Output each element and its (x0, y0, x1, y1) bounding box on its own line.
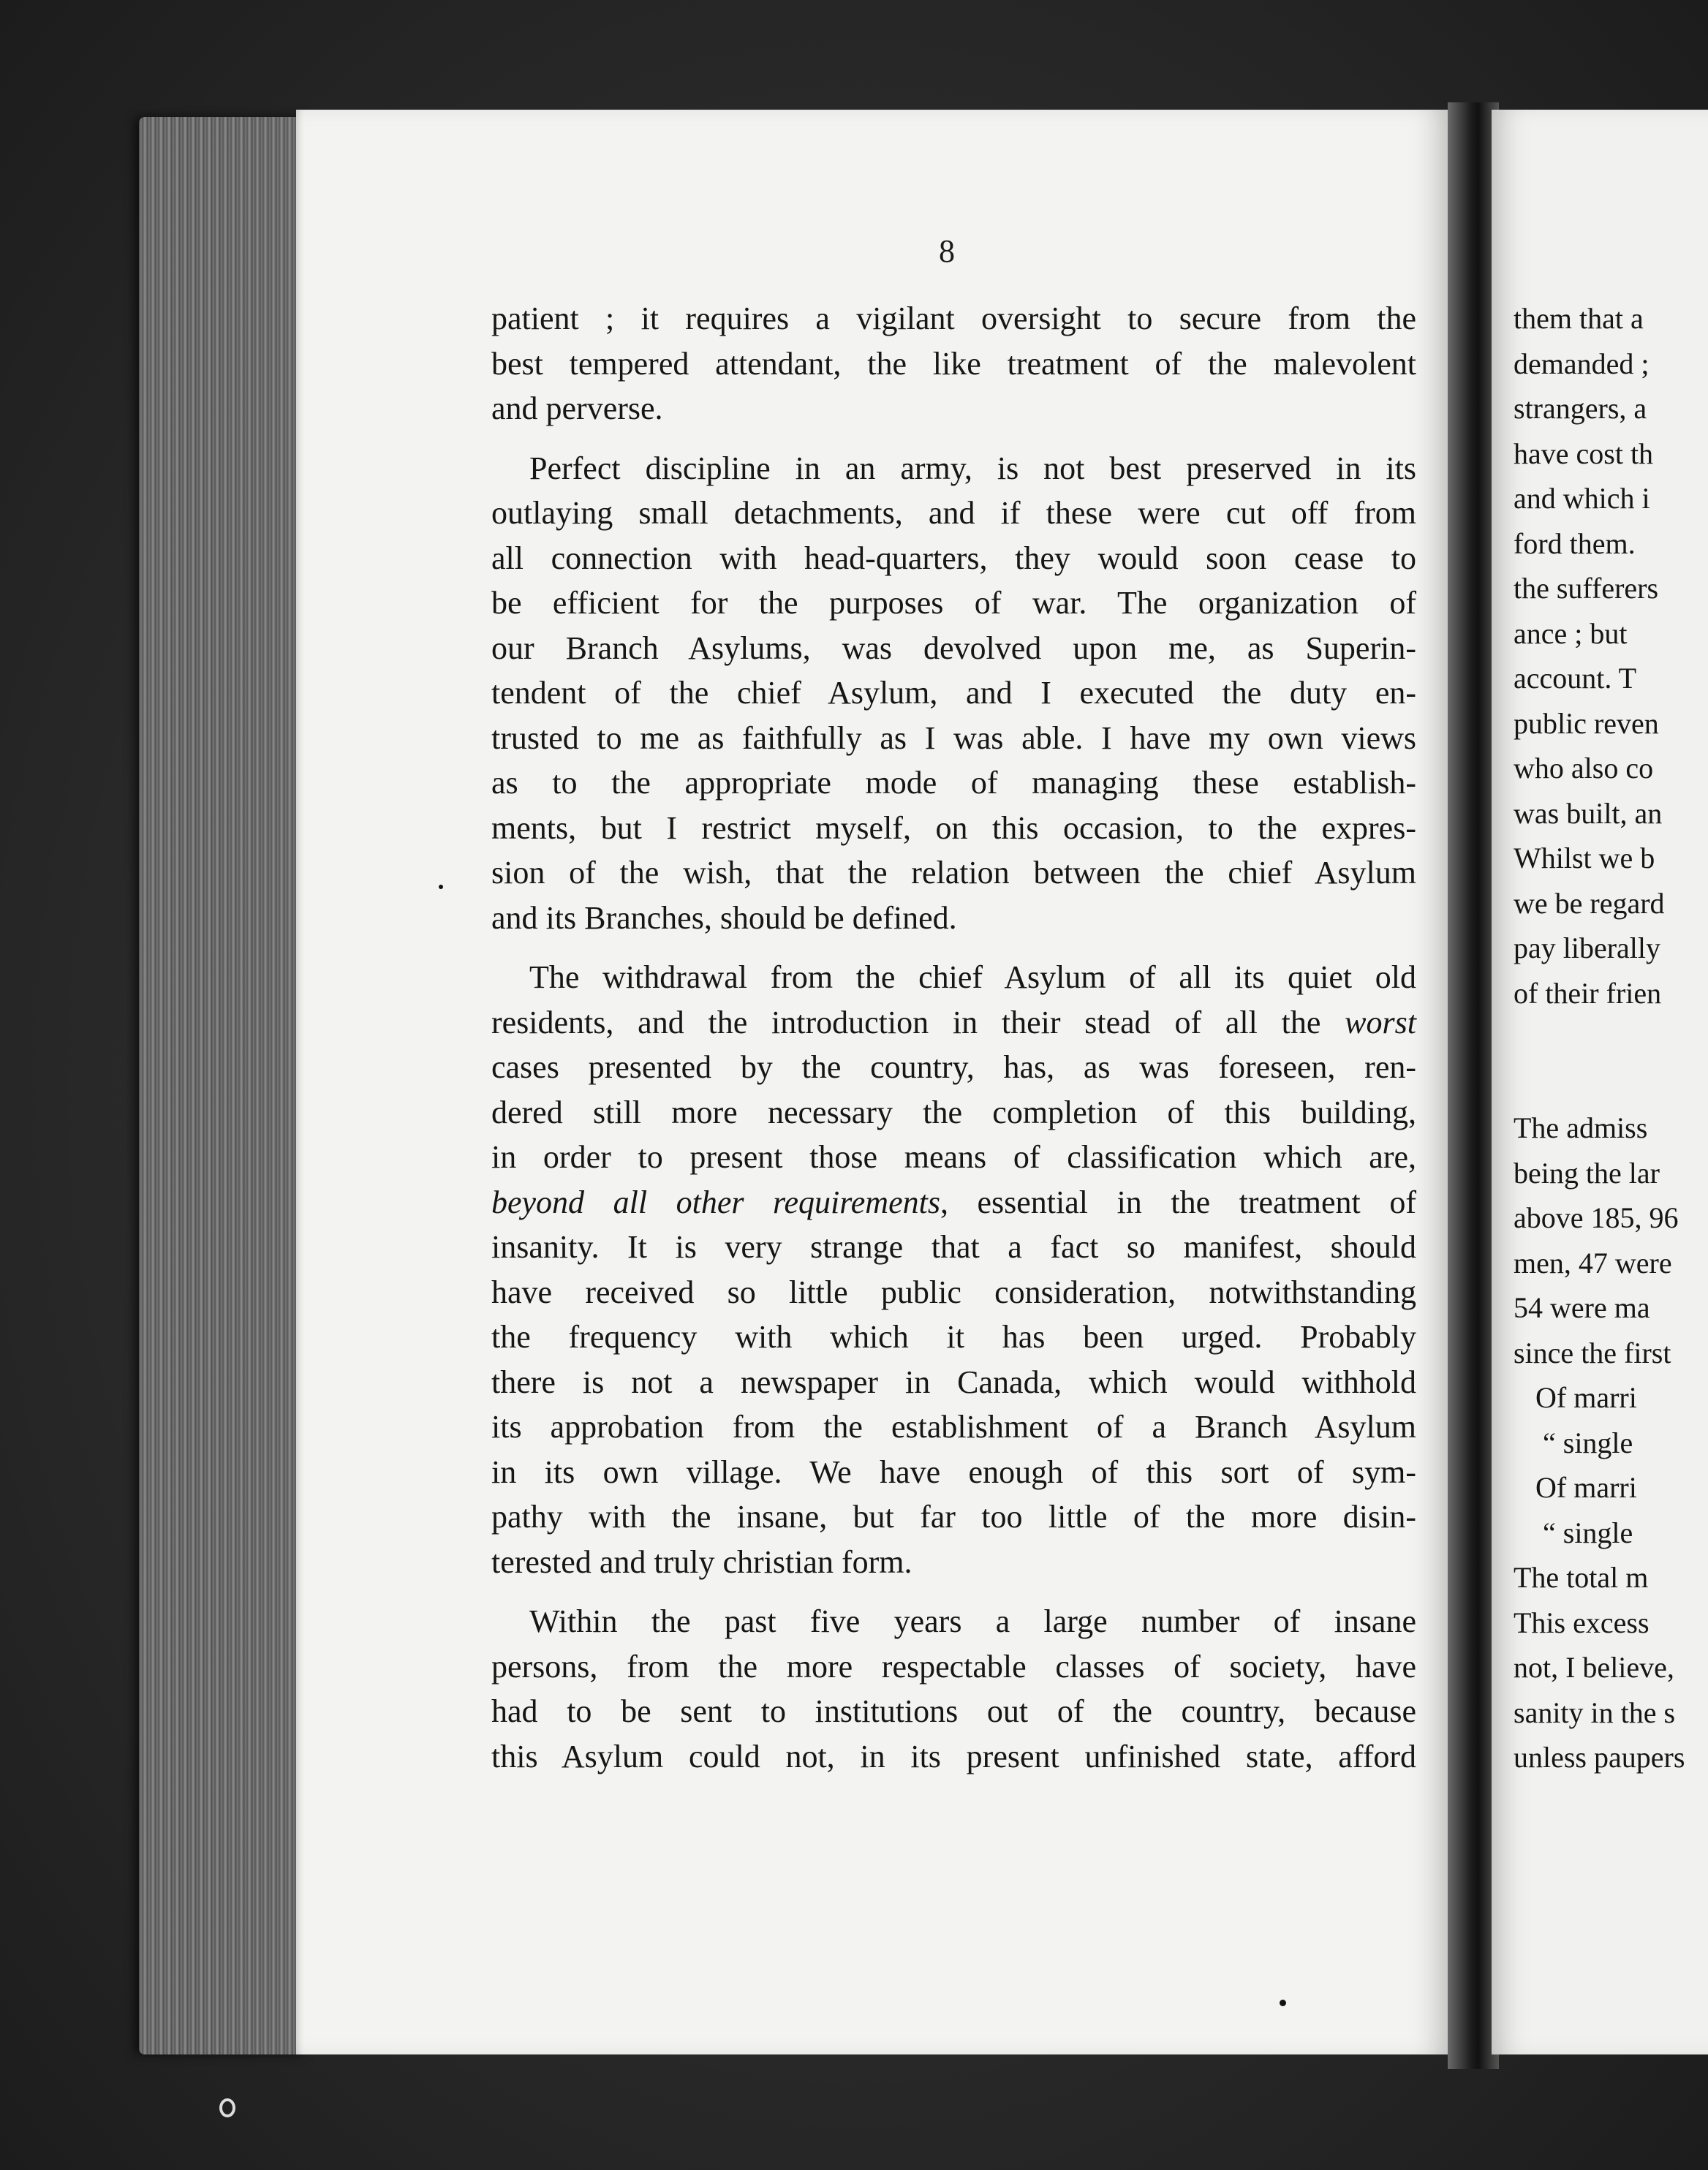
right-page-line: public reven (1514, 706, 1659, 740)
text-line: and perverse. (491, 390, 663, 426)
text-line: best tempered attendant, the like treatment of the malevolent (491, 345, 1416, 382)
right-page-line: of their frien (1514, 976, 1662, 1010)
text-line: terested and truly christian form. (491, 1543, 912, 1580)
right-page-line: and which i (1514, 482, 1650, 515)
right-page-line: account. T (1514, 662, 1637, 695)
paragraph-3 (491, 955, 1416, 1584)
page-number: 8 (939, 233, 955, 269)
right-page-line: not, I believe, (1514, 1651, 1674, 1684)
right-page-body (1514, 296, 1708, 1780)
italic-text: beyond all other requirements (491, 1184, 940, 1220)
right-page-line: was built, an (1514, 796, 1663, 830)
right-page-line: strangers, a (1514, 392, 1647, 425)
text-line: all connection with head-quarters, they would soon cease to (491, 540, 1416, 576)
text-line: The withdrawal from the chief Asylum of all its quiet old (529, 959, 1416, 995)
text-line (491, 1000, 1416, 1046)
right-page-line: unless paupers (1514, 1741, 1685, 1774)
text-line: its approbation from the establishment of a Branch Asylum (491, 1409, 1416, 1445)
right-page-line: ford them. (1514, 526, 1636, 560)
text-run: residents, and the introduction in their stead of all the (491, 1004, 1345, 1040)
right-page-line: Of marri (1535, 1381, 1637, 1414)
text-line: dered still more necessary the completion of this building, (491, 1094, 1416, 1130)
text-line: tendent of the chief Asylum, and I executed the duty en- (491, 675, 1416, 711)
text-line: outlaying small detachments, and if these were cut off from (491, 495, 1416, 531)
text-line: pathy with the insane, but far too little of the more disin- (491, 1499, 1416, 1535)
right-page-line: “ single (1543, 1516, 1633, 1549)
book-page-edges (139, 117, 307, 2054)
right-page-line: men, 47 were (1514, 1246, 1672, 1279)
right-page-line: the sufferers (1514, 572, 1659, 605)
text-line: cases presented by the country, has, as was foreseen, ren- (491, 1049, 1416, 1085)
right-page-line (1514, 1061, 1708, 1106)
right-page-line: we be regard (1514, 886, 1665, 920)
text-line: patient ; it requires a vigilant oversight to secure from the (491, 300, 1416, 336)
text-line: in its own village. We have enough of this sort of sym- (491, 1453, 1416, 1490)
text-line: be efficient for the purposes of war. The organization of (491, 585, 1416, 621)
right-page-line (1514, 1016, 1708, 1061)
right-page-line: sanity in the s (1514, 1695, 1676, 1729)
paragraph-4 (491, 1599, 1416, 1779)
right-page-line: above 185, 96 (1514, 1201, 1679, 1234)
right-page-line: ance ; but (1514, 616, 1628, 650)
text-run: , essential in the treatment of (940, 1184, 1416, 1220)
text-line: our Branch Asylums, was devolved upon me, as Superin- (491, 630, 1416, 666)
left-page-body (491, 296, 1416, 1793)
text-line: had to be sent to institutions out of the country, because (491, 1693, 1416, 1729)
right-page-line: Of marri (1535, 1471, 1637, 1504)
right-page-line: have cost th (1514, 436, 1654, 470)
text-line: as to the appropriate mode of managing these establish- (491, 765, 1416, 801)
right-page-line: who also co (1514, 752, 1654, 785)
italic-text: worst (1345, 1004, 1416, 1040)
text-line: there is not a newspaper in Canada, which would withhold (491, 1364, 1416, 1400)
text-line: Perfect discipline in an army, is not best preserved in its (529, 450, 1416, 486)
text-line: the frequency with which it has been urged. Probably (491, 1319, 1416, 1355)
text-line: Within the past five years a large number of insane (529, 1603, 1416, 1639)
text-line (491, 1180, 1416, 1225)
right-page-line: since the first (1514, 1336, 1671, 1369)
right-page-line: The total m (1514, 1561, 1649, 1594)
scan-speck (1280, 2000, 1286, 2006)
right-page-line: being the lar (1514, 1156, 1660, 1190)
right-page-line: pay liberally (1514, 931, 1661, 964)
text-line: insanity. It is very strange that a fact so manifest, should (491, 1229, 1416, 1265)
right-page-line: Whilst we b (1514, 842, 1655, 874)
text-line: have received so little public consideration, notwithstanding (491, 1274, 1416, 1310)
text-line: and its Branches, should be defined. (491, 899, 957, 936)
text-line: persons, from the more respectable classes of society, have (491, 1648, 1416, 1685)
scan-speck (439, 885, 443, 889)
text-line: this Asylum could not, in its present unfinished state, afford (491, 1738, 1416, 1774)
right-page-line: demanded ; (1514, 347, 1650, 380)
right-page-line: This excess (1514, 1606, 1650, 1639)
paragraph-2 (491, 446, 1416, 941)
right-page-line: 54 were ma (1514, 1291, 1650, 1324)
text-line: in order to present those means of classification which are, (491, 1139, 1416, 1175)
paragraph-1 (491, 296, 1416, 431)
right-page-line: The admiss (1514, 1111, 1648, 1144)
text-line: trusted to me as faithfully as I was able. I have my own views (491, 719, 1416, 756)
text-line: ments, but I restrict myself, on this occasion, to the expres- (491, 809, 1416, 846)
right-page-line: them that a (1514, 302, 1644, 335)
scan-speck (219, 2098, 235, 2117)
text-line: sion of the wish, that the relation between the chief Asylum (491, 855, 1416, 891)
right-page-line: “ single (1543, 1426, 1633, 1459)
